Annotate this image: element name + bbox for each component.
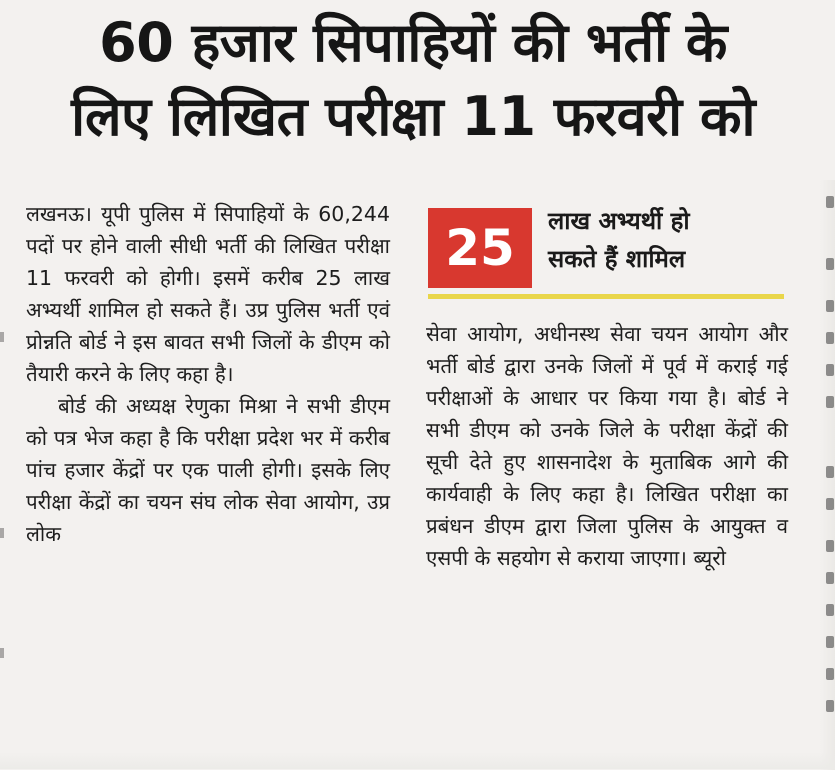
right-paragraph-1: सेवा आयोग, अधीनस्थ सेवा चयन आयोग और भर्ती बोर्ड द्वारा उनके जिलों में पूर्व में कराई गई परीक्षाओं के आधार पर किया गया है। बोर्ड ने सभी डीएम को उनके जिले के परीक्षा केंद्रों की सूची देते हुए शासनादेश के मुताबिक आगे की कार्यवाही के लिए कहा है। लिखित परीक्षा का प्रबंधन डीएम द्वारा जिला पुलिस के आयुक्त व एसपी के सहयोग से कराया जाएगा। ब्यूरो (426, 322, 788, 570)
edge-glyph (826, 498, 834, 510)
edge-glyph (826, 364, 834, 376)
edge-glyph (826, 604, 834, 616)
edge-glyph (826, 332, 834, 344)
edge-glyph (826, 466, 834, 478)
right-column (426, 318, 788, 574)
edge-glyph (826, 300, 834, 312)
edge-glyph (826, 196, 834, 208)
highlight-caption-line-2: सकते हैं शामिल (548, 245, 686, 273)
highlight-caption (548, 202, 784, 278)
edge-glyph (826, 700, 834, 712)
left-column (26, 198, 390, 550)
edge-glyph (826, 636, 834, 648)
edge-glyph (826, 396, 834, 408)
article-headline (18, 6, 808, 154)
headline-line-2: लिए लिखित परीक्षा 11 फरवरी को (71, 85, 755, 148)
page-bottom-fade (0, 752, 835, 769)
left-edge-glyph (0, 648, 4, 658)
highlight-number: 25 (428, 208, 532, 288)
edge-glyph (826, 668, 834, 680)
headline-line-1: 60 हजार सिपाहियों की भर्ती के (99, 11, 727, 74)
edge-glyph (826, 572, 834, 584)
edge-glyph (826, 540, 834, 552)
left-edge-glyph (0, 528, 4, 538)
edge-glyph (826, 258, 834, 270)
left-paragraph-2: बोर्ड की अध्यक्ष रेणुका मिश्रा ने सभी डीएम को पत्र भेज कहा है कि परीक्षा प्रदेश भर में करीब पांच हजार केंद्रों पर एक पाली होगी। इसके लिए परीक्षा केंद्रों का चयन संघ लोक सेवा आयोग, उप्र लोक (26, 394, 390, 546)
left-edge-glyph (0, 332, 4, 342)
highlight-caption-line-1: लाख अभ्यर्थी हो (548, 207, 690, 235)
left-paragraph-1: लखनऊ। यूपी पुलिस में सिपाहियों के 60,244 पदों पर होने वाली सीधी भर्ती की लिखित परीक्षा 11 फरवरी को होगी। इसमें करीब 25 लाख अभ्यर्थी शामिल हो सकते हैं। उप्र पुलिस भर्ती एवं प्रोन्नति बोर्ड ने इस बावत सभी जिलों के डीएम को तैयारी करने के लिए कहा है। (26, 202, 390, 386)
highlight-underline (428, 294, 784, 299)
highlight-box (428, 202, 784, 300)
